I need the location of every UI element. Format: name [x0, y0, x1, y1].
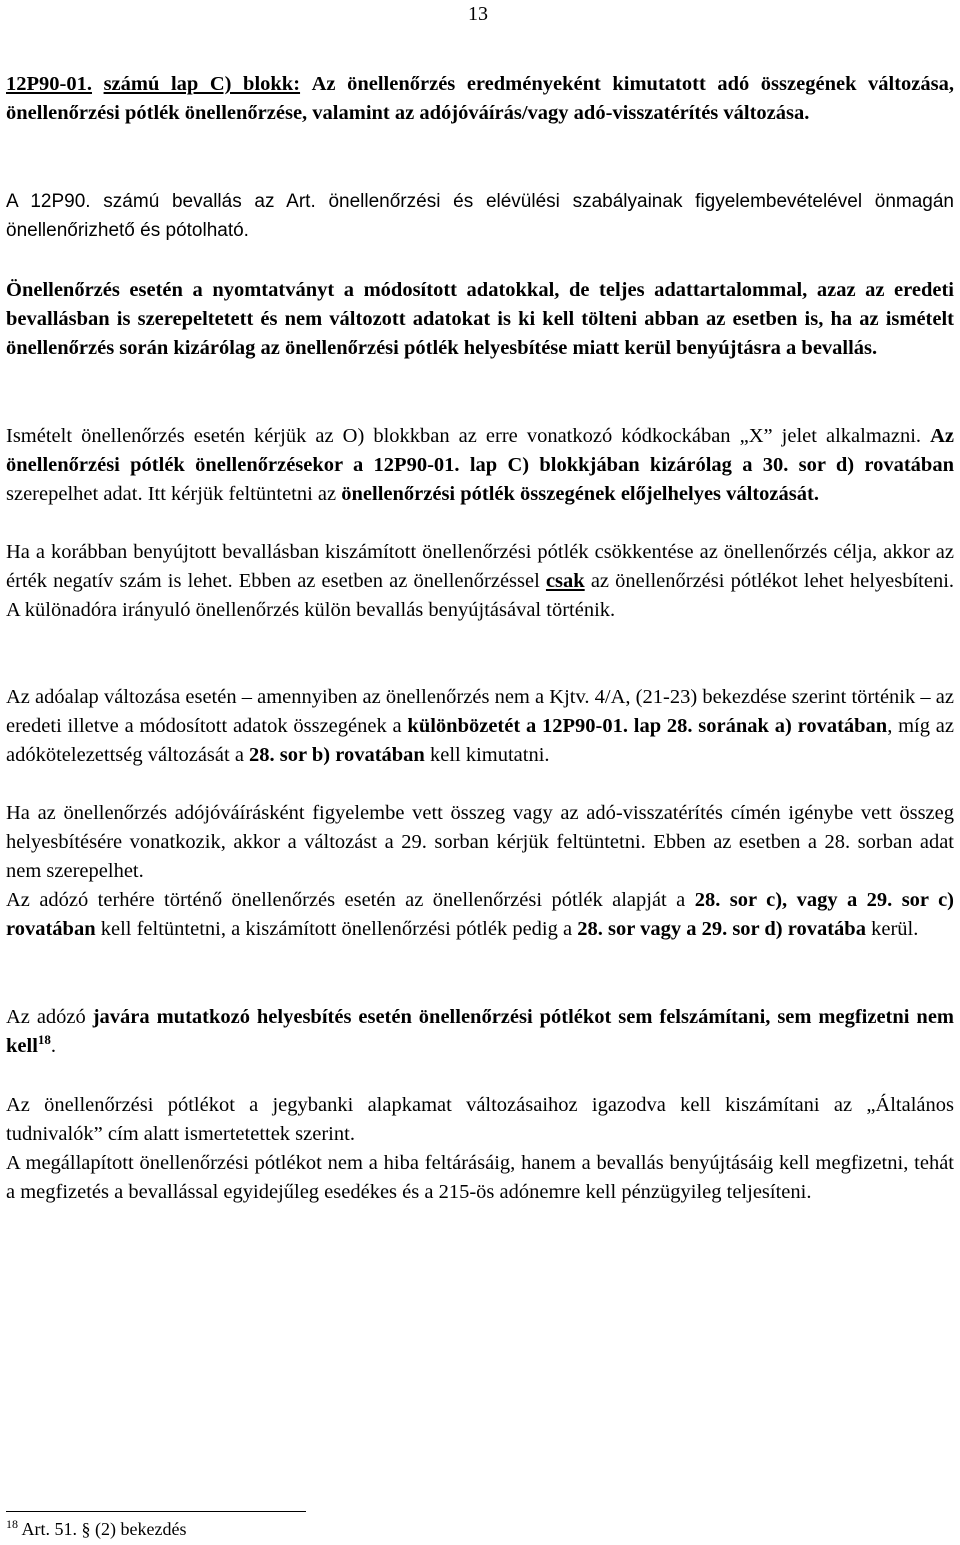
p7-text-c: kell feltüntetni, a kiszámított önellenőrzési pótlék pedig a	[100, 918, 573, 940]
heading-text: Az önellenőrzés eredményeként kimutatott adó összegének változása, önellenőrzési pótlék önellenőrzése, valamint az adójóváírás/vagy adó-visszatérítés változása.	[6, 73, 955, 124]
heading-code: 12P90-01.	[6, 73, 92, 95]
footnote-divider	[6, 1511, 306, 1512]
paragraph-taxpayer-favor	[6, 1003, 954, 1061]
p5-text-e: kell kimutatni.	[429, 744, 550, 766]
p5-text-c: , míg az adókötelezettség változását a	[6, 715, 954, 766]
p5-text-a: Az adóalap változása esetén – amennyiben az önellenőrzés nem a Kjtv. 4/A, (21-23) bekezdése szerint történik – az eredeti illetve a módosított adatok összegének a	[6, 686, 954, 737]
paragraph-tax-credit: Ha az önellenőrzés adójóváírásként figyelembe vett összeg vagy az adó-visszatérítés címén igénybe vett összeg helyesbítésére vonatkozik, akkor a változást a 29. sorban kérjük feltüntetni. Ebben az esetben a 28. sorban adat nem szerepelhet.	[6, 802, 954, 882]
p7-text-e: kerül.	[871, 918, 919, 940]
footnote	[6, 1518, 186, 1540]
section-heading	[6, 70, 954, 128]
paragraph-full-content-text: Önellenőrzés esetén a nyomtatványt a módosított adatokkal, de teljes adattartalommal, azaz az eredeti bevallásban is szerepeltetett és nem változott adatokat is ki kell tölteni abban az esetben is, ha az ismételt önellenőrzés során kizárólag az önellenőrzési pótlék helyesbítése miatt kerül benyújtásra a bevallás.	[6, 279, 954, 359]
p5-text-d: 28. sor b) rovatában	[249, 744, 425, 766]
p3-text-a: Ismételt önellenőrzés esetén kérjük az O) blokkban az erre vonatkozó kódkockában „X” jelet alkalmazni.	[6, 425, 922, 447]
p8-text-b: javára mutatkozó helyesbítés esetén önellenőrzési pótlékot sem felszámítani, sem megfizetni nem kell	[6, 1006, 954, 1057]
paragraph-repeated-self-revision	[6, 422, 954, 509]
p7-text-b: 28. sor c), vagy a 29. sor c) rovatában	[6, 889, 954, 940]
p4-text-a: Ha a korábban benyújtott bevallásban kiszámított önellenőrzési pótlék csökkentése az önellenőrzés célja, akkor az érték negatív szám is lehet. Ebben az esetben az önellenőrzéssel	[6, 541, 954, 592]
footnote-text: Art. 51. § (2) bekezdés	[21, 1519, 187, 1539]
footnote-reference: 18	[37, 1032, 51, 1048]
paragraph-negative-value	[6, 538, 954, 625]
p7-text-d: 28. sor vagy a 29. sor d) rovatába	[577, 918, 866, 940]
p8-text-c: .	[50, 1035, 57, 1057]
heading-block-label: számú lap C) blokk:	[103, 73, 301, 95]
p8-text-a: Az adózó	[6, 1006, 86, 1028]
p5-text-b: különbözetét a 12P90-01. lap 28. sorának a) rovatában	[407, 715, 888, 737]
paragraph-payment: A megállapított önellenőrzési pótlékot nem a hiba feltárásáig, hanem a bevallás benyújtásáig kell megfizetni, tehát a megfizetés a bevallással egyidejűleg esedékes és a 215-ös adónemre kell pénzügyileg teljesíteni.	[6, 1152, 954, 1203]
p3-text-b: Az önellenőrzési pótlék önellenőrzésekor a 12P90-01. lap C) blokkjában kizárólag a 30. sor d) rovatában	[6, 425, 955, 476]
p4-text-c: az önellenőrzési pótlékot lehet helyesbíteni. A különadóra irányuló önellenőrzés külön bevallás benyújtásával történik.	[6, 570, 955, 621]
paragraph-tax-base-change	[6, 683, 954, 770]
p3-text-e: önellenőrzési pótlék összegének előjelhelyes változását.	[341, 483, 819, 505]
page-number: 13	[468, 3, 488, 25]
footnote-mark: 18	[6, 1517, 18, 1531]
p3-text-d: Itt kérjük feltüntetni az	[147, 483, 337, 505]
paragraph-base-rate: Az önellenőrzési pótlékot a jegybanki alapkamat változásaihoz igazodva kell kiszámítani az „Általános tudnivalók” cím alatt ismertetettek szerint.	[6, 1094, 954, 1145]
p4-text-b: csak	[545, 570, 585, 592]
paragraph-self-revision-scope: A 12P90. számú bevallás az Art. önellenőrzési és elévülési szabályainak figyelembevételével önmagán önellenőrizhető és pótolható.	[6, 191, 954, 241]
p7-text-a: Az adózó terhére történő önellenőrzés esetén az önellenőrzési pótlék alapját a	[6, 889, 686, 911]
paragraph-full-content-requirement	[6, 276, 954, 363]
p3-text-c: szerepelhet adat.	[6, 483, 143, 505]
paragraph-penalty-base	[6, 886, 954, 944]
